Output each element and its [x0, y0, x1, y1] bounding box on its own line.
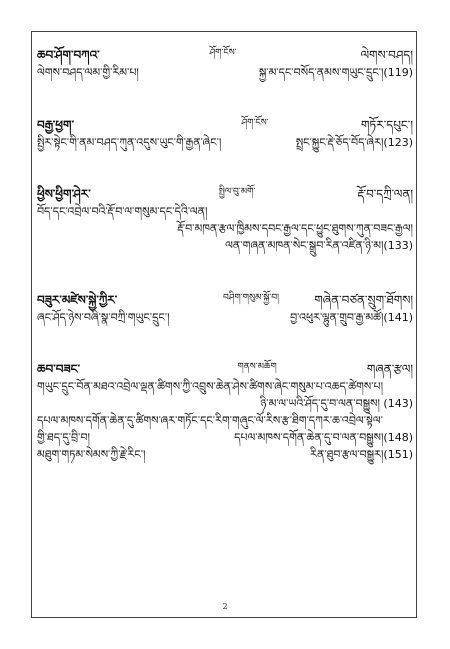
entry-4 — [37, 287, 413, 322]
entry-title: ལེགས་བཤད། — [360, 48, 413, 62]
entry-author: སྤྱིལ་བུ་མགོ་ — [218, 187, 256, 197]
page-number: 2 — [222, 602, 228, 611]
entry-line: སྤྱིར་སྟེང་གི་ནམ་བཤད་ཀུན་འདུས་ཡུང་གི་རྒྱན་ཞེང་། སྤྲང་སྐྱུང་རྡེ་ཅོད་བོད་ཞེར།(123) — [37, 136, 413, 149]
entry-title: གཞེན་བཙན་སྲུག་ཐོགས། — [314, 293, 413, 307]
entry-heading: ཕྱིས་ཕྱིག་ཤེར་ — [37, 187, 91, 201]
entry-author: གནས་མཆོག — [237, 362, 277, 372]
entry-title: རྡོ་བ་དཀྲི་ལན། — [357, 187, 413, 201]
entry-line: ཉི་མ་ལ་ཡའི་ཤོད་དུ་བ་ལན་བསྒྱུས། (143) — [260, 397, 413, 410]
entry-heading: ཆབ་ཤོག་བཀའ་ — [37, 48, 100, 62]
entry-heading: བཟུར་མཛེས་སྐྱེ་ཀྱིར་ — [37, 293, 118, 307]
entry-3 — [37, 181, 413, 250]
entry-line: མཐུག་གཏམ་སེམས་ཀྱི་རྗེ་རིང་། རིན་ཐུབ་རྩལ་བསྒྱུར།(151) — [37, 448, 413, 461]
entry-line: ལེགས་བཤད་ལམ་གྱི་རིམ་པ། སྐྱ་མ་དང་བསོད་ནམས་གཡུང་དྲུང་།(119) — [37, 66, 413, 79]
entry-line: ལན་གཞན་མཁན་སེང་སྒྲུབ་རིན་འཛིན་ཉི་མ།(133) — [225, 239, 413, 252]
entry-line: བོད་དང་འབྲེལ་བའི་རྡོ་བ་ལ་གསུམ་དང་དེའི་ལན། — [37, 205, 208, 218]
entry-author: ཤོག་ངོས་ — [209, 48, 237, 58]
entry-author: ཤོག་ངོས་ — [241, 118, 269, 128]
entry-1 — [37, 42, 413, 77]
entry-5 — [37, 356, 413, 459]
entry-line: གཡུང་དྲུང་བོན་མཐའ་འབྲེལ་ལྡན་ཚིགས་ཀྱི་འབྲུས་ཆེན་ཤེས་ཚིགས་ཞེང་གསུམ་པ་འཆད་ཚེགས་པ། — [37, 380, 384, 393]
entry-line: གྱི་ཐད་དུ་བྲི་བ། དཔལ་མཁས་དགོན་ཆེན་དུ་བ་ལན་བསྒྱུས།(148) — [37, 431, 413, 444]
entry-heading: བརྒྱ་ཕྱག་ — [37, 118, 74, 132]
entry-2 — [37, 112, 413, 147]
entry-title: གཞན་རྩལ། — [366, 362, 413, 376]
entry-title: གཏོར་དཔུང་། — [360, 118, 413, 132]
entry-line: རྡོ་བ་མཁན་རྩལ་ཁྱིམས་དབང་རྒྱལ་དང་ཕྱུང་ཐུགས་ཀུན་བཟང་རྒྱལ། — [177, 222, 413, 235]
entry-heading: ཆབ་བཟང་ — [37, 362, 81, 376]
entry-line: དཔལ་མཁས་དགོན་ཆེན་དུ་ཚིགས་ཞར་གཏོང་དང་རིག་གཞུང་ལོ་རིས་རྩ་ཐིག་དཀར་ཆ་འབྲེལ་སྟེལ་ — [37, 414, 383, 427]
entry-line: ཞང་ཤོད་ཉེས་བཞི་སྣ་བཀྲི་གཡུང་དྲུང་། བྱ་འཕུར་ལྷུན་གྲུབ་རྒྱ་མཚོ།(141) — [37, 311, 413, 324]
entry-author: བཤིག་གསུམ་སྐྱོ་བ། — [222, 293, 280, 303]
